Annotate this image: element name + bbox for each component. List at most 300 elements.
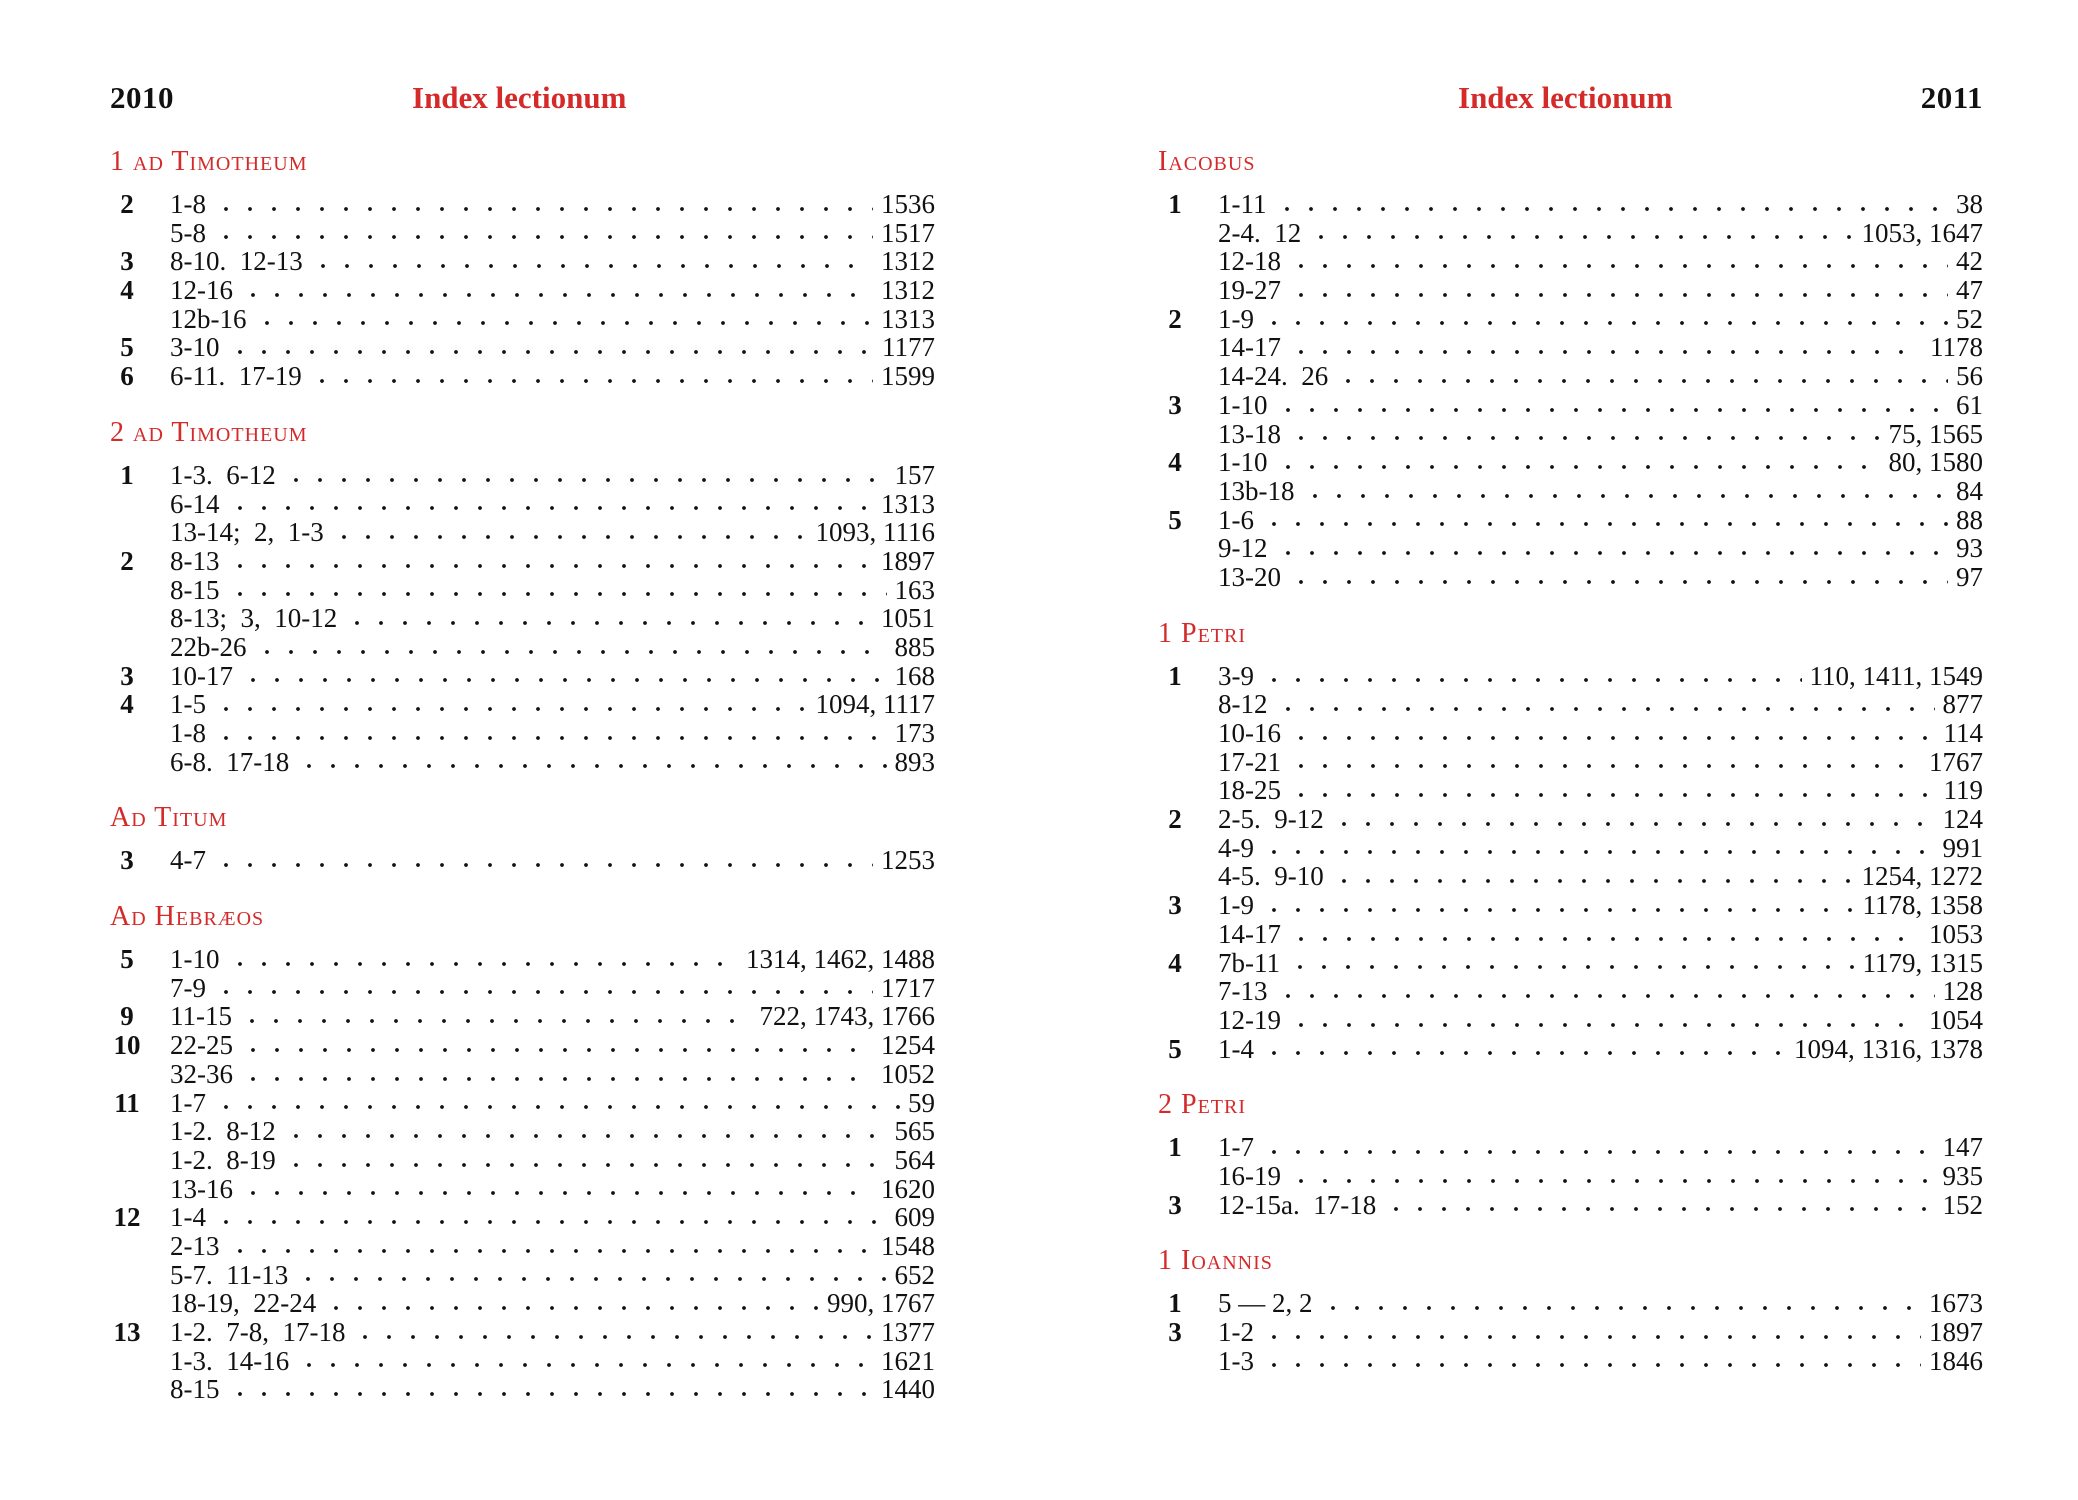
dot-leader: [1275, 199, 1949, 213]
verse-range: 1-10: [1218, 389, 1268, 420]
entry-line: [170, 974, 935, 1003]
verse-range: 10-16: [1218, 718, 1281, 748]
chapter-number: 5: [120, 944, 134, 975]
dot-leader: [214, 728, 887, 742]
verse-range: 6-11. 17-19: [170, 361, 302, 392]
chapter-number: 1: [1168, 1132, 1182, 1163]
section-title: 1 ad Timotheum: [110, 146, 308, 177]
dot-leader: [345, 613, 873, 627]
dot-leader: [1276, 400, 1949, 414]
page-reference: 1548: [881, 1230, 935, 1261]
entry-line: [170, 333, 935, 362]
verse-range: 3-10: [170, 332, 220, 363]
dot-leader: [255, 313, 874, 327]
page-reference: 1897: [1929, 1317, 1983, 1347]
verse-range: 1-3. 6-12: [170, 459, 276, 490]
dot-leader: [1289, 285, 1948, 299]
entry-line: [170, 1318, 935, 1347]
page-number: 2011: [1920, 80, 1983, 115]
index-entry: [110, 1318, 935, 1347]
index-entry: [1158, 1318, 1983, 1347]
entry-line: [1218, 506, 1983, 535]
entry-line: [170, 518, 935, 547]
verse-range: 22b-26: [170, 631, 247, 662]
page-reference: 1253: [881, 845, 935, 876]
running-title: Index lectionum: [412, 80, 627, 115]
dot-leader: [255, 642, 887, 656]
index-entry: [110, 1146, 935, 1175]
chapter-number: 3: [1168, 389, 1182, 420]
dot-leader: [284, 470, 887, 484]
entry-line: [170, 1002, 935, 1031]
entry-line: [170, 846, 935, 875]
dot-leader: [1332, 871, 1854, 885]
index-entry: [110, 576, 935, 605]
entry-line: [170, 490, 935, 519]
index-entry: [1158, 1162, 1983, 1191]
verse-range: 1-2. 8-12: [170, 1116, 276, 1147]
index-entry: [110, 1175, 935, 1204]
chapter-number: 3: [120, 845, 134, 876]
index-entry: [1158, 391, 1983, 420]
page-number: 2010: [110, 80, 174, 115]
entry-line: [170, 1117, 935, 1146]
page-reference: 97: [1956, 561, 1983, 592]
chapter-number: 5: [1168, 504, 1182, 535]
page-reference: 1620: [881, 1173, 935, 1204]
page-reference: 1599: [881, 361, 935, 392]
dot-leader: [1289, 342, 1922, 356]
verse-range: 8-15: [170, 574, 220, 605]
page-reference: 80, 1580: [1888, 447, 1983, 478]
page-reference: 1517: [881, 217, 935, 248]
dot-leader: [1262, 1142, 1935, 1156]
verse-range: 1-8: [170, 189, 206, 219]
dot-leader: [1384, 1199, 1934, 1213]
index-entry: [1158, 1035, 1983, 1064]
index-entry: [110, 633, 935, 662]
chapter-number: 1: [1168, 660, 1182, 691]
index-entry: [1158, 891, 1983, 920]
entry-line: [1218, 1347, 1983, 1376]
verse-range: 13-18: [1218, 418, 1281, 449]
chapter-number: 2: [120, 189, 134, 219]
entry-line: [1218, 862, 1983, 891]
dot-leader: [297, 1355, 873, 1369]
index-entry: [1158, 690, 1983, 719]
dot-leader: [1288, 957, 1855, 971]
index-entry: [110, 247, 935, 276]
index-entry: [110, 1232, 935, 1261]
section-title: 2 ad Timotheum: [110, 416, 308, 448]
dot-leader: [228, 1241, 874, 1255]
page-reference: 124: [1942, 804, 1983, 835]
entry-line: [1218, 690, 1983, 719]
verse-range: 1-2. 7-8, 17-18: [170, 1317, 346, 1347]
entry-line: [1218, 362, 1983, 391]
entry-line: [1218, 776, 1983, 805]
chapter-number: 12: [113, 1202, 141, 1233]
entry-line: [170, 1175, 935, 1204]
verse-range: 1-7: [1218, 1132, 1254, 1163]
page-reference: 1536: [881, 189, 935, 219]
dot-leader: [1289, 1171, 1935, 1185]
entry-line: [1218, 333, 1983, 362]
dot-leader: [297, 756, 886, 770]
page-reference: 163: [894, 574, 935, 605]
verse-range: 8-10. 12-13: [170, 246, 303, 277]
entry-line: [170, 362, 935, 391]
running-title: Index lectionum: [1458, 80, 1673, 115]
chapter-number: 6: [120, 361, 134, 392]
page-reference: 114: [1943, 718, 1983, 748]
verse-range: 13b-18: [1218, 475, 1295, 506]
index-entry: [110, 1375, 935, 1404]
section-title: 1 Ioannis: [1158, 1245, 1273, 1277]
index-entry: [110, 219, 935, 248]
index-entry: [110, 362, 935, 391]
page-reference: 1051: [881, 603, 935, 634]
verse-range: 12-15a. 17-18: [1218, 1189, 1377, 1220]
verse-range: 12-18: [1218, 246, 1281, 277]
verse-range: 7-13: [1218, 976, 1268, 1007]
verse-range: 12-16: [170, 275, 233, 306]
page-reference: 128: [1942, 976, 1983, 1007]
index-entry: [110, 974, 935, 1003]
entry-line: [170, 1261, 935, 1290]
entry-line: [170, 1089, 935, 1118]
dot-leader: [1332, 814, 1935, 828]
entry-line: [1218, 420, 1983, 449]
dot-leader: [1276, 699, 1935, 713]
page-reference: 93: [1956, 533, 1983, 564]
index-section: [110, 802, 935, 875]
dot-leader: [1289, 728, 1936, 742]
page-reference: 722, 1743, 1766: [759, 1001, 935, 1032]
verse-range: 1-4: [170, 1202, 206, 1233]
page-reference: 1254: [881, 1030, 935, 1061]
entry-line: [1218, 1162, 1983, 1191]
dot-leader: [228, 584, 887, 598]
chapter-number: 3: [1168, 890, 1182, 921]
dot-leader: [1289, 756, 1921, 770]
verse-range: 9-12: [1218, 533, 1268, 564]
dot-leader: [284, 1126, 887, 1140]
page-reference: 1377: [881, 1317, 935, 1347]
entry-line: [1218, 1289, 1983, 1318]
page-reference: 1254, 1272: [1861, 861, 1983, 892]
entry-line: [170, 662, 935, 691]
entry-line: [170, 461, 935, 490]
page-reference: 652: [894, 1259, 935, 1290]
page-reference: 1094, 1117: [815, 689, 935, 720]
page-reference: 1846: [1929, 1345, 1983, 1376]
index-entry: [110, 1289, 935, 1318]
chapter-number: 11: [114, 1087, 140, 1118]
index-entry: [1158, 506, 1983, 535]
page-reference: 990, 1767: [827, 1288, 935, 1319]
verse-range: 1-7: [170, 1087, 206, 1118]
index-entry: [1158, 219, 1983, 248]
verse-range: 8-12: [1218, 689, 1268, 720]
page-reference: 1312: [881, 275, 935, 306]
verse-range: 10-17: [170, 660, 233, 691]
index-entry: [110, 1089, 935, 1118]
index-entry: [1158, 1191, 1983, 1220]
page-reference: 88: [1956, 504, 1983, 535]
entry-line: [170, 945, 935, 974]
left-page: [110, 0, 935, 1500]
dot-leader: [228, 1384, 874, 1398]
entry-line: [170, 1031, 935, 1060]
verse-range: 4-5. 9-10: [1218, 861, 1324, 892]
entry-line: [1218, 920, 1983, 949]
index-entry: [110, 945, 935, 974]
index-entry: [1158, 247, 1983, 276]
index-entry: [1158, 1347, 1983, 1376]
index-entry: [1158, 805, 1983, 834]
chapter-number: 1: [1168, 189, 1182, 219]
verse-range: 1-9: [1218, 303, 1254, 334]
index-entry: [1158, 534, 1983, 563]
chapter-number: 1: [1168, 1288, 1182, 1319]
page-reference: 991: [1942, 832, 1983, 863]
section-title: Ad Hebræos: [110, 901, 265, 933]
dot-leader: [1262, 842, 1935, 856]
index-entry: [110, 333, 935, 362]
page-reference: 1054: [1929, 1004, 1983, 1035]
chapter-number: 4: [1168, 447, 1182, 478]
dot-leader: [228, 954, 739, 968]
dot-leader: [1262, 670, 1802, 684]
index-section: [110, 417, 935, 777]
entry-line: [1218, 977, 1983, 1006]
verse-range: 6-14: [170, 488, 220, 519]
dot-leader: [1262, 313, 1948, 327]
entry-line: [1218, 1318, 1983, 1347]
dot-leader: [1276, 457, 1881, 471]
entry-line: [1218, 276, 1983, 305]
chapter-number: 2: [1168, 804, 1182, 835]
page-reference: 1314, 1462, 1488: [746, 944, 935, 975]
index-entry: [110, 461, 935, 490]
page-reference: 1094, 1316, 1378: [1794, 1033, 1983, 1064]
entry-line: [1218, 391, 1983, 420]
dot-leader: [228, 498, 874, 512]
verse-range: 1-10: [170, 944, 220, 975]
entry-line: [170, 219, 935, 248]
dot-leader: [1309, 227, 1853, 241]
verse-range: 12b-16: [170, 303, 247, 334]
entry-line: [1218, 563, 1983, 592]
chapter-number: 5: [120, 332, 134, 363]
dot-leader: [241, 1040, 873, 1054]
entry-line: [170, 190, 935, 219]
section-title: 2 Petri: [1158, 1089, 1247, 1121]
verse-range: 11-15: [170, 1001, 232, 1032]
entry-line: [1218, 1191, 1983, 1220]
entry-line: [1218, 219, 1983, 248]
page-reference: 1621: [881, 1345, 935, 1376]
entry-line: [170, 604, 935, 633]
verse-range: 4-9: [1218, 832, 1254, 863]
index-entry: [110, 1347, 935, 1376]
dot-leader: [214, 855, 873, 869]
dot-leader: [1336, 371, 1948, 385]
dot-leader: [332, 527, 808, 541]
chapter-number: 3: [1168, 1317, 1182, 1347]
verse-range: 1-4: [1218, 1033, 1254, 1064]
index-entry: [110, 719, 935, 748]
entry-line: [170, 276, 935, 305]
chapter-number: 4: [120, 275, 134, 306]
entry-line: [1218, 1006, 1983, 1035]
dot-leader: [1276, 986, 1935, 1000]
verse-range: 8-15: [170, 1374, 220, 1405]
dot-leader: [241, 670, 887, 684]
verse-range: 1-3: [1218, 1345, 1254, 1376]
dot-leader: [1289, 572, 1948, 586]
index-entry: [1158, 748, 1983, 777]
verse-range: 13-14; 2, 1-3: [170, 517, 324, 548]
entry-line: [1218, 247, 1983, 276]
dot-leader: [353, 1327, 873, 1341]
entry-line: [1218, 891, 1983, 920]
page-reference: 75, 1565: [1888, 418, 1983, 449]
index-entry: [1158, 362, 1983, 391]
index-entry: [1158, 834, 1983, 863]
entry-line: [1218, 448, 1983, 477]
chapter-number: 1: [120, 459, 134, 490]
index-entry: [110, 1031, 935, 1060]
index-entry: [1158, 1006, 1983, 1035]
chapter-number: 4: [1168, 947, 1182, 978]
chapter-number: 13: [113, 1317, 141, 1347]
dot-leader: [214, 227, 873, 241]
dot-leader: [214, 1212, 887, 1226]
dot-leader: [310, 371, 873, 385]
page-reference: 1717: [881, 972, 935, 1003]
page-reference: 1052: [881, 1058, 935, 1089]
index-entry: [110, 276, 935, 305]
index-entry: [110, 547, 935, 576]
verse-range: 7-9: [170, 972, 206, 1003]
index-sections: [1158, 146, 1983, 1401]
entry-line: [1218, 662, 1983, 691]
verse-range: 2-13: [170, 1230, 220, 1261]
dot-leader: [1262, 1327, 1921, 1341]
dot-leader: [296, 1269, 886, 1283]
entry-line: [170, 1347, 935, 1376]
index-section: [1158, 1245, 1983, 1375]
index-entry: [110, 490, 935, 519]
entry-line: [1218, 834, 1983, 863]
index-entry: [1158, 776, 1983, 805]
dot-leader: [240, 1011, 752, 1025]
verse-range: 1-8: [170, 718, 206, 748]
entry-line: [1218, 949, 1983, 978]
index-entry: [1158, 276, 1983, 305]
dot-leader: [1262, 514, 1948, 528]
index-entry: [1158, 448, 1983, 477]
verse-range: 5-8: [170, 217, 206, 248]
page-reference: 877: [1942, 689, 1983, 720]
index-sections: [110, 146, 935, 1430]
page-reference: 1178: [1930, 332, 1983, 363]
page-reference: 1312: [881, 246, 935, 277]
verse-range: 1-10: [1218, 447, 1268, 478]
entry-line: [170, 305, 935, 334]
chapter-number: 9: [120, 1001, 134, 1032]
verse-range: 8-13: [170, 545, 220, 576]
dot-leader: [1321, 1298, 1922, 1312]
verse-range: 1-2. 8-19: [170, 1144, 276, 1175]
dot-leader: [1262, 900, 1855, 914]
page-reference: 61: [1956, 389, 1983, 420]
page-reference: 1313: [881, 303, 935, 334]
page-reference: 147: [1942, 1132, 1983, 1163]
entry-line: [1218, 1133, 1983, 1162]
index-entry: [1158, 1289, 1983, 1318]
dot-leader: [1262, 1355, 1921, 1369]
entry-line: [170, 547, 935, 576]
index-entry: [1158, 477, 1983, 506]
entry-line: [170, 1060, 935, 1089]
chapter-number: 3: [120, 246, 134, 277]
page-reference: 565: [894, 1116, 935, 1147]
chapter-number: 2: [1168, 303, 1182, 334]
verse-range: 1-2: [1218, 1317, 1254, 1347]
dot-leader: [228, 342, 875, 356]
verse-range: 1-3. 14-16: [170, 1345, 290, 1376]
index-entry: [110, 518, 935, 547]
entry-line: [1218, 1035, 1983, 1064]
dot-leader: [1262, 1043, 1786, 1057]
page-reference: 885: [894, 631, 935, 662]
index-entry: [110, 1060, 935, 1089]
verse-range: 13-16: [170, 1173, 233, 1204]
index-entry: [110, 1002, 935, 1031]
verse-range: 14-17: [1218, 918, 1281, 949]
dot-leader: [241, 1183, 873, 1197]
verse-range: 5-7. 11-13: [170, 1259, 289, 1290]
dot-leader: [284, 1155, 887, 1169]
entry-line: [1218, 805, 1983, 834]
index-entry: [110, 1203, 935, 1232]
running-head: [110, 80, 935, 120]
verse-range: 2-5. 9-12: [1218, 804, 1324, 835]
entry-line: [1218, 748, 1983, 777]
verse-range: 18-25: [1218, 775, 1281, 806]
entry-line: [170, 690, 935, 719]
index-entry: [1158, 662, 1983, 691]
verse-range: 14-24. 26: [1218, 361, 1329, 392]
page-reference: 152: [1942, 1189, 1983, 1220]
dot-leader: [1289, 256, 1948, 270]
entry-line: [170, 1375, 935, 1404]
page-reference: 1767: [1929, 746, 1983, 777]
section-title: Ad Titum: [110, 802, 228, 834]
index-entry: [1158, 1133, 1983, 1162]
dot-leader: [311, 256, 873, 270]
dot-leader: [241, 1069, 873, 1083]
verse-range: 18-19, 22-24: [170, 1288, 317, 1319]
page-reference: 1093, 1116: [815, 517, 935, 548]
entry-line: [170, 247, 935, 276]
entry-line: [170, 1232, 935, 1261]
verse-range: 22-25: [170, 1030, 233, 1061]
dot-leader: [214, 199, 873, 213]
